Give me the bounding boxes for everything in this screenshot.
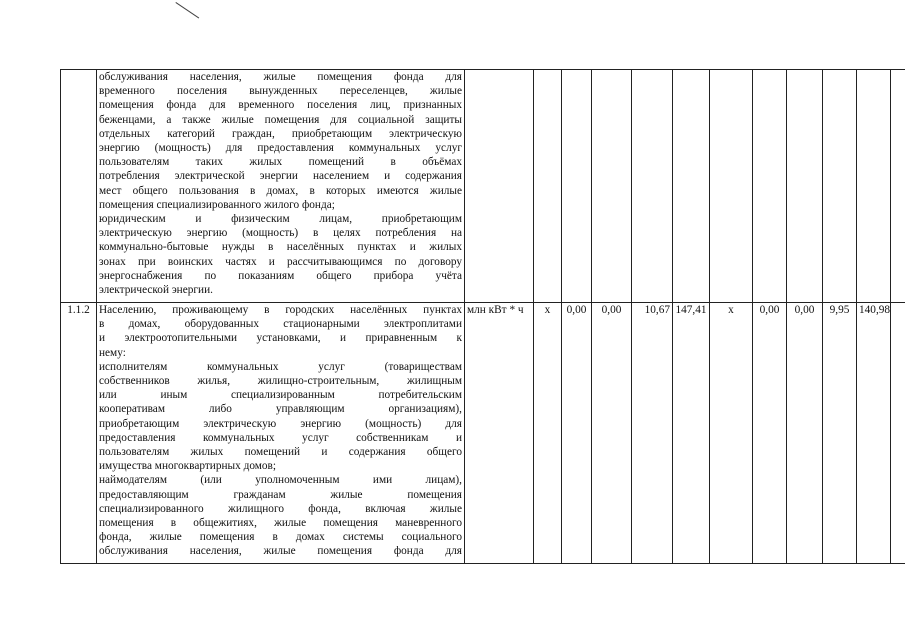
- row-number: 1.1.2: [61, 303, 97, 564]
- value-cell: 0,00: [753, 303, 787, 564]
- value-cell: [562, 70, 592, 303]
- value-cell: [753, 70, 787, 303]
- row-description: [97, 303, 465, 564]
- table-row: [61, 303, 905, 564]
- text-line: и электроотопительными установками, и приравненным к: [99, 332, 462, 345]
- text-line: предоставления коммунальных услуг собственникам и: [99, 431, 462, 444]
- text-line: помещения специализированного жилого фонда;: [99, 198, 335, 211]
- text-line: пользователям жилых помещений и содержания общего: [99, 446, 462, 459]
- row-number: [61, 70, 97, 303]
- value-cell: 140,98: [857, 303, 891, 564]
- text-line: электрическую энергию (мощность) в целях потребления на: [99, 227, 462, 240]
- value-cell: х: [710, 303, 753, 564]
- value-cell: [891, 303, 905, 564]
- unit-cell: [465, 70, 534, 303]
- text-line: имущества многоквартирных домов;: [99, 460, 277, 473]
- value-cell: [592, 70, 632, 303]
- value-cell: [857, 70, 891, 303]
- text-line: наймодателям (или уполномоченным ими лицам),: [99, 474, 462, 487]
- text-line: предоставляющим гражданам жилые помещения: [99, 488, 462, 501]
- text-line: исполнителям коммунальных услуг (товариществам: [99, 360, 462, 373]
- text-line: фонда, жилые помещения в домах системы социального: [99, 531, 462, 544]
- text-line: обслуживания населения, жилые помещения фонда для: [99, 71, 462, 83]
- text-line: коммунально-бытовые нужды в населённых пунктах и жилых: [99, 241, 462, 254]
- text-line: энергию (мощность) для предоставления коммунальных услуг: [99, 142, 462, 155]
- table-row: [61, 70, 905, 303]
- text-line: обслуживания населения, жилые помещения фонда для: [99, 545, 462, 558]
- value-cell: [534, 70, 562, 303]
- value-cell: [823, 70, 857, 303]
- value-cell: [632, 70, 673, 303]
- value-cell: 0,00: [562, 303, 592, 564]
- text-line: кооперативам либо управляющим организациям),: [99, 403, 462, 416]
- value-cell: 0,00: [787, 303, 823, 564]
- text-line: беженцами, а также жилые помещения для социальной защиты: [99, 113, 462, 126]
- text-line: временного поселения вынужденных переселенцев, жилые: [99, 85, 462, 98]
- value-cell: 0,00: [592, 303, 632, 564]
- value-cell: 9,95: [823, 303, 857, 564]
- text-line: помещения в общежитиях, жилые помещения маневренного: [99, 517, 462, 530]
- value-cell: [673, 70, 710, 303]
- value-cell: 10,67: [632, 303, 673, 564]
- text-line: энергоснабжения по показаниям общего прибора учёта: [99, 269, 462, 282]
- text-line: приобретающим электрическую энергию (мощность) для: [99, 417, 462, 430]
- unit-cell: млн кВт * ч: [465, 303, 534, 564]
- text-line: Населению, проживающему в городских населённых пунктах: [99, 304, 462, 316]
- tariff-table: [60, 69, 905, 564]
- value-cell: [710, 70, 753, 303]
- text-line: нему:: [99, 346, 126, 359]
- scan-artifact-line: [175, 2, 199, 18]
- text-line: электрической энергии.: [99, 284, 213, 297]
- text-line: отдельных категорий граждан, приобретающим электрическую: [99, 127, 462, 140]
- text-line: пользователям таких жилых помещений в объёмах: [99, 156, 462, 169]
- value-cell: [787, 70, 823, 303]
- text-line: собственников жилья, жилищно-строительным, жилищным: [99, 375, 462, 388]
- text-line: юридическим и физическим лицам, приобретающим: [99, 213, 462, 226]
- row-description: [97, 70, 465, 303]
- text-line: зонах при воинских частях и рассчитывающимся по договору: [99, 255, 462, 268]
- text-line: потребления электрической энергии населением и содержания: [99, 170, 462, 183]
- text-line: мест общего пользования в домах, в которых имеются жилые: [99, 184, 462, 197]
- value-cell: х: [534, 303, 562, 564]
- text-line: помещения фонда для временного поселения лиц, признанных: [99, 99, 462, 112]
- text-line: в домах, оборудованных стационарными электроплитами: [99, 318, 462, 331]
- text-line: или иным специализированным потребительским: [99, 389, 462, 402]
- value-cell: [891, 70, 905, 303]
- text-line: специализированного жилищного фонда, включая жилые: [99, 502, 462, 515]
- value-cell: 147,41: [673, 303, 710, 564]
